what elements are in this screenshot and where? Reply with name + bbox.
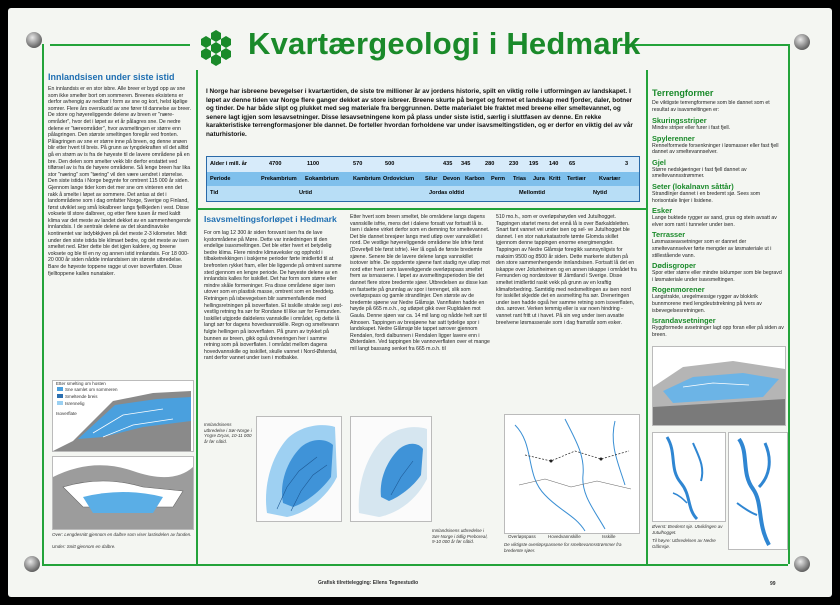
- terrain-name: Skuringsstriper: [652, 116, 707, 125]
- era-mellomtid: Mellomtid: [519, 190, 546, 197]
- terrain-item: [652, 285, 784, 314]
- map-legend-overflow: Overløpspass: [508, 534, 536, 539]
- credit-line: Grafisk tilrettelegging: Ellens Tegnestudio: [318, 580, 419, 586]
- terrain-item: [652, 158, 784, 180]
- terrain-name: Seter (lokalnavn såttår): [652, 181, 734, 191]
- intro-text: I Norge har isbreene bevegelser i kvartærtiden, de siste tre millioner år av jordens historie, spilt en viktig rolle i utformingen av landskapet. I løpet av denne tiden var Norge flere ganger dekket av store isbreer. Breene skurte på berget og formet et landskap med fjorder, daler, botner og tinder. De har både slipt og plukket med seg materiale fra berggrunnen. Dette materialet ble fraktet med breene eller smeltevannet, og senere lagt igjen som løsavsetninger. Disse løsavsetningene kom på plass under siste istid, særlig i sluttfasen av denne. En rekke karakteristiske terrengformasjoner ble dannet. De forteller hvordan forholdene var under isavsmeltingstiden, og er derfor en viktig del av vår naturhistorie.: [206, 88, 633, 138]
- fig1-label-3: Isrennelig: [65, 401, 85, 406]
- terrain-item: [652, 134, 784, 156]
- left-heading: Innlandsisen under siste istid: [48, 72, 175, 82]
- age-435: 435: [443, 161, 453, 167]
- period-jura: Jura: [533, 175, 545, 182]
- geologic-timeline: [206, 156, 640, 202]
- period-label: Periode: [210, 175, 231, 182]
- terrain-desc: Langstrakte, uregelmessige rygger av blokkrik bunnmorene med lengdeutstrekning på tvers av isbevegelsesretningen.: [652, 294, 762, 314]
- terrain-name: Esker: [652, 206, 673, 216]
- age-label: Alder i mill. år: [210, 161, 247, 167]
- terrain-item: [652, 182, 784, 204]
- top-line-right: [620, 44, 788, 46]
- top-line-left: [50, 44, 190, 46]
- fig1-label-1: Sne samlet om sommeren: [65, 387, 118, 392]
- age-4700: 4700: [269, 161, 282, 167]
- terrain-item: [652, 316, 784, 338]
- col-divider-left: [196, 70, 198, 564]
- right-heading: Terrengformer: [652, 88, 714, 98]
- period-devon: Devon: [443, 175, 461, 182]
- period-eokambrium: Eokambrium: [305, 175, 339, 182]
- period-trias: Trias: [513, 175, 527, 182]
- period-karbon: Karbon: [465, 175, 485, 182]
- period-prekambrium: Prekambrium: [261, 175, 297, 182]
- terrain-item: [652, 116, 784, 132]
- jutulhogget-map: [652, 432, 726, 522]
- terrain-name: Spylerenner: [652, 133, 695, 143]
- age-345: 345: [461, 161, 471, 167]
- age-195: 195: [529, 161, 539, 167]
- board-tag: 99: [770, 581, 776, 587]
- age-3: 3: [625, 161, 629, 167]
- period-kvartaer: Kvartær: [599, 175, 621, 182]
- overflow-pass-map: [504, 414, 640, 534]
- fig1-label-2: Smeltende breis: [65, 394, 98, 399]
- terrain-item: [652, 230, 784, 259]
- terrain-block-diagram: [652, 346, 786, 426]
- period-perm: Perm: [491, 175, 505, 182]
- period-kambrium: Kambrium: [353, 175, 381, 182]
- left-body: En innlandsis er en stor isbre. Alle breer er bygd opp av sne som ikke smelter bort om sommeren. Breenes eksistens er derfor avhengig av nedbør i form av sne og kort, helst kjølige somrer. Flere års overskudd av sne fører til dannelse av breer. De store og høyereliggende delene av breen er "nære-områder", hvor det i løpet av et år pålagres sne. De nedre delene er "tæreområder", hvor avsmeltingen er større enn pålagringen. Den største smeltingen foregår ved fronten. Pålagringen av sne er større inne på breen, og denne snøen blir etter hvert til breis. På grunn av tyngdekraften vil det alltid gå en strøm av is fra de høyeste til de lavere områdene på en bre. Den delen som smelter vekk blir derfor erstattet ved tilførsel av is fra de høyere områdene. Så lenge breen har lika stor "næring" som "tæring" vil den være uendret i størrelse. Den siste istida i Norge begynte for omtrent 115 000 år siden. Gjennom lange tider kom det mer sne om vinteren enn det rakk å smelte i løpet av sommere. Det antas at det i landområdene som i dag omfatter Norge, Sverige og Finland, først utviklet seg små lokalbreer langs fjellkjeden i vest. Disse voksete til store dalbreer, og etter flere tusen år med kaldt klima var det meste av landet dekket av en sammenhengende innlandsis. I de sentrale delene av det skandinaviske kontinentet var isdybkkjiven på det meste 2-3 kilometer. Midt under den siste istida ble klimaet bedre, og det meste av isen smeltet ned. Etter dette ble det igjen kaldere, og breene voksete og ble til en ny og annen istid innlandsis. For 18 000-20 000 år siden nådde innlandsisen sin største utbredelse. Bare de høyeste toppene ragge ut over isoverflaten. Disse fjelltoppene kalles nunataker.: [48, 86, 192, 277]
- age-500: 500: [385, 161, 395, 167]
- period-tertiaer: Tertiær: [567, 175, 586, 182]
- ice-extent-map-preboreal: [350, 416, 432, 522]
- terrain-desc: Større nedskjæringer i fast fjell dannet av smeltevannsstrømmer.: [652, 166, 747, 180]
- map-legend-divide: Hovedvannskille: [548, 534, 581, 539]
- terrain-desc: Spor etter større eller mindre isklumper som ble begravd i løsmateriale under isavsmeltingen.: [652, 270, 782, 283]
- right-border: [788, 44, 790, 564]
- glacier-diagram: [52, 380, 194, 452]
- map-caption-overflow: De viktigste overløpspassene for smeltevannsstrømmer fra bredemte sjøer.: [504, 542, 622, 553]
- terrain-desc: Strandlinjer dannet i en bredemt sjø. Sees som horisontale linjer i lisidene.: [652, 190, 761, 204]
- age-570: 570: [353, 161, 363, 167]
- timeline-era-row: [207, 186, 639, 201]
- screw-bottom-right: [794, 556, 810, 572]
- map-caption-dryas: Innlandsisens utbredelse i Sør-Norge i Yngre Dryas, 10-11 000 år før nåtid.: [204, 422, 252, 444]
- period-silur: Silur: [425, 175, 438, 182]
- mid-rule: [196, 208, 646, 210]
- terrain-desc: Ryggformede avsetninger lagt opp foran eller på siden av breen.: [652, 325, 784, 338]
- terrain-name: Rogenmorener: [652, 285, 705, 295]
- fig1-label-0: Etter smelting om hosten: [56, 381, 106, 386]
- terrain-name: Gjel: [652, 157, 666, 167]
- ice-extent-map-dryas: [256, 416, 342, 522]
- timeline-period-row: [207, 172, 639, 187]
- hexagon-logo-icon: [194, 28, 238, 66]
- period-kritt: Kritt: [549, 175, 561, 182]
- terrain-name: Terrasser: [652, 230, 686, 240]
- mid-heading: Isavsmeltingsforløpet i Hedmark: [204, 214, 337, 224]
- screw-bottom-left: [24, 556, 40, 572]
- screw-top-left: [26, 32, 42, 48]
- terrain-name: Israndavsetninger: [652, 316, 716, 326]
- terrain-desc: Lange buktede rygger av sand, grus og stein avsatt av elver som rant i tunneler under isen.: [652, 215, 777, 228]
- bottom-border: [42, 564, 788, 566]
- mid-col2: Etter hvert som breen smeltet, ble områdene langs dagens vannskille isfrie, mens det i dalene forsatt var fortsatt lå is. Isen i dalene virket derfor som en demning for smeltevannet. Det ble dannet bresjøer langs med utløp over vannskillet i nord. De vestlige høyereliggende områdene ble isfrie først (Dovrefjell ble først isfrie). Her lå også de første bredemte sjøene. Senere ble de lavere delene langs vannskillet isotover isfrie. De oppdemte sjøene fant stadig nye utløp mot nord etter hvert som lavereliggende overløpspass smeltet frem av isrnassene. I løpet av avsmeltingsperioden ble det dannet flere store bredemte sjøer. Utbredelsen av disse kan en fastsette på grunnlag av spor i terrenget, slik som overløpspass og gamle strandlinjer. Den største av de bredemte sjøene var Nedre Glåmsjø. Vannflaten hadde en høyde på 665 m.o.h., og utløpet gikk over Rugldalen mot Gaula. Denne sjøen var ca. 14 mil lang og nådde helt sør til Atnosen. Tappingen av bresjøene har satt tydelige spor i landskapet. Nedre Glåmsjø ble tappet sørover gjennom Rendalen, fordi dalbunnen i Rendalen ligger lavere enn i Østerdalen. Ved tappingen ble vannoverflaten over et mange mil langt bassang senket fra 665 m.o.h. til: [350, 214, 490, 352]
- left-border: [42, 44, 44, 564]
- terrain-name: Dødisgroper: [652, 261, 696, 271]
- nedre-glamsjo-map: [728, 432, 788, 550]
- screw-top-right: [794, 34, 810, 50]
- valley-glacier-section: [52, 456, 194, 530]
- map-legend-iceshed: Isskille: [602, 534, 616, 539]
- map-caption-preboreal: Innlandsisens utbredelse i Sør-Norge i tidlig Preboreal, 9-10 000 år før nåtid.: [432, 528, 488, 544]
- period-ordovicium: Ordovicium: [383, 175, 415, 182]
- right-fig-caption-left: Øverst: Bredemt sjø. Utviklingen av Jutulhogget.: [652, 524, 723, 535]
- terrain-item: [652, 206, 784, 228]
- era-jordas-oldtid: Jordas oldtid: [429, 190, 465, 197]
- right-intro: De viktigste terrengformene som ble dannet som et resultat av isavsmeltingen er:: [652, 100, 770, 113]
- terrain-desc: Rennelformede forsenkninger i løsmasser eller fast fjell dannet av smeltevannselver.: [652, 142, 779, 156]
- age-65: 65: [569, 161, 576, 167]
- page-title: Kvartærgeologi i Hedmark: [248, 26, 641, 61]
- mid-col3: 510 mo.h., som er overløpshøyden ved Jutulhogget. Tappingen startet mens det ennå lå is over Barkaldsletten. Snart fant vannet vei under isen og sel- ve Jutulhogget ble dannet. I en stor naturkatastrofe tømte Glomda skillet igjennom denne tappingen enorme energimengder. Tappingen av Nedre Glåmsjø foregikk sannsynligvis for maksim 9500 og 8500 år siden. Dette markerte slutten på den store sammenhengende innlandsisen. Fortsatt lå det en iskappe over Jotunheimen og en annen iskappe i området fra Femunden og nordøstover til Jämtland i Sverige. Disse smeltet imidlertid raskt vekk på grunn av en kraftig klimaforbedring. Samtidig med nedsmeltingen av isen nord for isskillet skjedde det en avsmelting fra sør. Dreneringen under isen hadde også her samme retning som isoverflaten, dvs. sørover. Verken temmig eller is var noen hindring - vannet rant fritt ut i havet. På sin veg under isen avsatte breelvene løsmasserale som i dag framstår som esker.: [496, 214, 637, 326]
- age-140: 140: [549, 161, 559, 167]
- era-urtid: Urtid: [299, 190, 313, 197]
- fig1-label-4: Isoverflate: [56, 411, 77, 416]
- terrain-item: [652, 261, 784, 283]
- terrain-form-list: [652, 116, 784, 342]
- timeline-age-row: [207, 157, 639, 172]
- right-fig-caption-right: Til høyre: Utbredelsen av Nedre Glåmsjø.: [652, 538, 716, 549]
- age-230: 230: [509, 161, 519, 167]
- age-280: 280: [485, 161, 495, 167]
- era-label: Tid: [210, 190, 219, 197]
- fig2-caption-under: Under: Snitt gjennom en dalbre.: [52, 544, 116, 549]
- era-nytid: Nytid: [593, 190, 607, 197]
- terrain-desc: Mindre striper eller furer i fast fjell.: [652, 125, 731, 131]
- age-1100: 1100: [307, 161, 320, 167]
- terrain-desc: Løsmasseavsetninger som er dannet der smeltevannselver førte mengder av løsmateriale ut i stillestående vann.: [652, 239, 772, 259]
- fig2-caption-over: Over: Lengdesnitt gjennom en dalbre som viser lastisdelen av fanden.: [52, 532, 192, 537]
- info-board: [8, 8, 832, 597]
- col-divider-right: [646, 70, 648, 564]
- mid-col1: For om lag 12 300 år siden forsvant isen fra de lave kystområdene på Møre. Dette var innledningen til den endelige isavsmeltingen. Det ble etter hvert et betydelig bedre klima. Flere mindre klimaveksler og opphold i tilbaketrekkingen i isskjerne perioder førte imidlertid til at brefronten rykket fram, eller ble liggende på omtrent samme sted gjennom en lengre periode. De høyeste delene av en innlandsis kalles for isskillet. Det har form som større eller mindre skåle formeninger. Fra disse områdene siger isen utover som en plastisk masse, omtrent som en breddeig. Retningen på isbevegelsen blir sammenfallende med hellingsretningen på isoverflaten. Et isskille strakte seg i øst-vestlig retning fra sør for Rondane til like sør for Femunden. Isskillet utgjorde daldelens vannskille i området, og dette lå langt sør for dagens hovedvannskille. Regn og smeltevann fulgte hellingen på isoverflaten. På grunn av trykket på bunnen av breen, gikk også dreneringen her i samme retning som på isoverflaten. I områdst mellom dagens hovedvannskille og isskillet, skulle vannet i Nord-Østerdal, rant derfor vannet under isen i motbakke.: [204, 230, 343, 362]
